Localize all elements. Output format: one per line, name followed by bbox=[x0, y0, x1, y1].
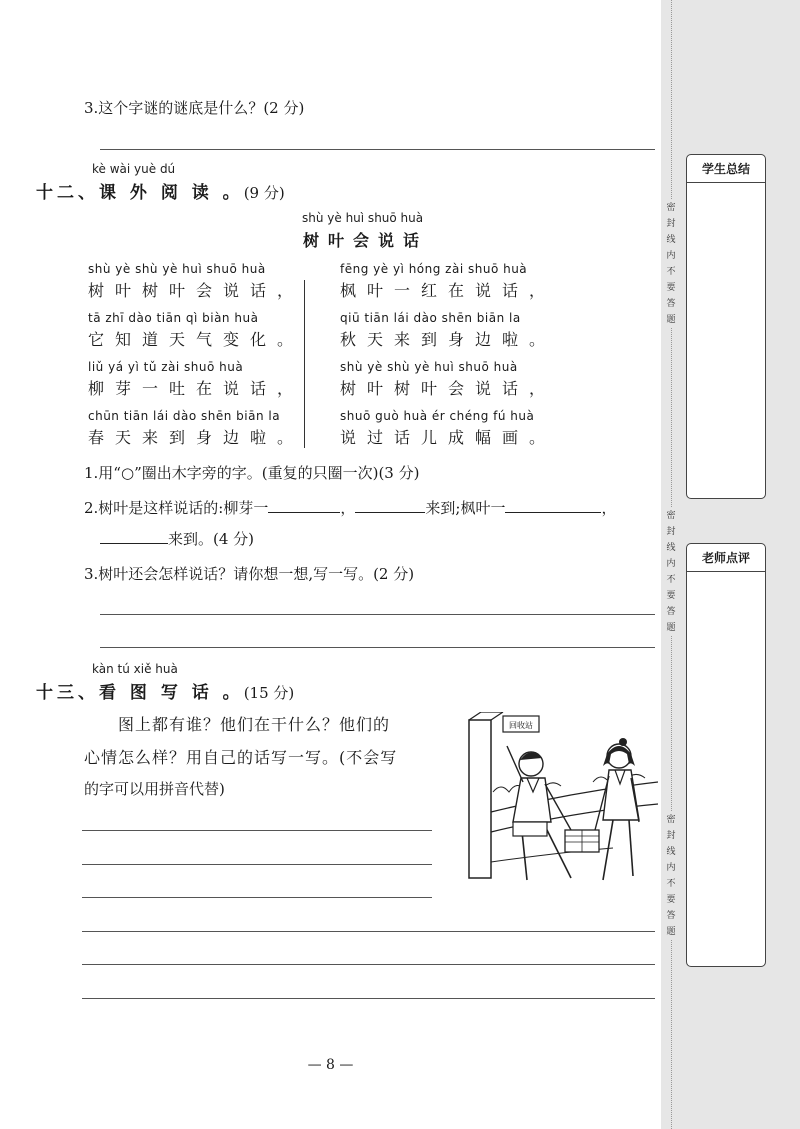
reading-question-2: 2.树叶是这样说话的:柳芽一 ， 来到;枫叶一 ， bbox=[84, 499, 617, 517]
picture-prompt-line-2: 心情怎么样？用自己的话写一写。(不会写 bbox=[84, 748, 398, 767]
answer-line[interactable] bbox=[100, 614, 655, 615]
writing-line[interactable] bbox=[82, 964, 655, 965]
section-13-label: 十三、看 图 写 话 。 bbox=[36, 683, 244, 703]
reading-question-1: 1.用“○”圈出木字旁的字。(重复的只圈一次)(3 分) bbox=[84, 464, 420, 482]
poem-line: fēng yè yì hóng zài shuō huà 枫叶一红在说话， bbox=[340, 262, 557, 300]
poem-title: 树叶会说话 bbox=[303, 231, 429, 250]
fill-blank[interactable] bbox=[100, 529, 168, 544]
teacher-comment-box bbox=[686, 543, 766, 967]
answer-line[interactable] bbox=[100, 149, 655, 150]
illustration-children-recycling bbox=[453, 712, 658, 894]
student-summary-title: 学生总结 bbox=[687, 155, 765, 183]
fill-blank[interactable] bbox=[355, 498, 425, 513]
recycle-station-sign: 回收站 bbox=[509, 721, 533, 730]
reading-question-3: 3.树叶还会怎样说话？请你想一想,写一写。(2 分) bbox=[84, 565, 415, 583]
poem-line: shù yè shù yè huì shuō huà 树叶树叶会说话， bbox=[88, 262, 305, 300]
section-12-pinyin: kè wài yuè dú bbox=[92, 162, 176, 176]
writing-line[interactable] bbox=[82, 998, 655, 999]
section-13-score: (15 分) bbox=[243, 684, 295, 702]
student-summary-box bbox=[686, 154, 766, 499]
poem-line: shù yè shù yè huì shuō huà 树叶树叶会说话， bbox=[340, 360, 557, 398]
teacher-comment-title: 老师点评 bbox=[687, 544, 765, 572]
section-12-score: (9 分) bbox=[243, 184, 285, 202]
poem-divider bbox=[304, 280, 305, 448]
poem-line: liǔ yá yì tǔ zài shuō huà 柳芽一吐在说话， bbox=[88, 360, 305, 398]
poem-line: tā zhī dào tiān qì biàn huà 它知道天气变化。 bbox=[88, 311, 305, 349]
poem-title-pinyin: shù yè huì shuō huà bbox=[302, 211, 424, 225]
answer-line[interactable] bbox=[100, 647, 655, 648]
fill-blank[interactable] bbox=[505, 498, 601, 513]
picture-prompt-line-3: 的字可以用拼音代替) bbox=[84, 780, 225, 798]
section-12-heading bbox=[36, 178, 285, 203]
riddle-question-3: 3.这个字谜的谜底是什么？(2 分) bbox=[84, 99, 305, 117]
seal-text-3: 密 封 线 内 不 要 答 题 bbox=[664, 812, 678, 940]
poem-line: chūn tiān lái dào shēn biān la 春天来到身边啦。 bbox=[88, 409, 305, 447]
fill-blank[interactable] bbox=[268, 498, 340, 513]
section-13-heading bbox=[36, 678, 294, 703]
reading-question-2-cont: 来到。(4 分) bbox=[100, 528, 254, 549]
seal-text-2: 密 封 线 内 不 要 答 题 bbox=[664, 508, 678, 636]
poem-line: qiū tiān lái dào shēn biān la 秋天来到身边啦。 bbox=[340, 311, 557, 349]
page-number: — 8 — bbox=[307, 1057, 354, 1073]
writing-line[interactable] bbox=[82, 864, 432, 865]
poem-line: shuō guò huà ér chéng fú huà 说过话儿成幅画。 bbox=[340, 409, 557, 447]
section-13-pinyin: kàn tú xiě huà bbox=[92, 662, 178, 676]
section-12-label: 十二、课 外 阅 读 。 bbox=[36, 183, 244, 203]
writing-line[interactable] bbox=[82, 897, 432, 898]
writing-line[interactable] bbox=[82, 931, 655, 932]
writing-line[interactable] bbox=[82, 830, 432, 831]
picture-prompt-line-1: 图上都有谁？他们在干什么？他们的 bbox=[118, 715, 391, 734]
seal-text-1: 密 封 线 内 不 要 答 题 bbox=[664, 200, 678, 328]
